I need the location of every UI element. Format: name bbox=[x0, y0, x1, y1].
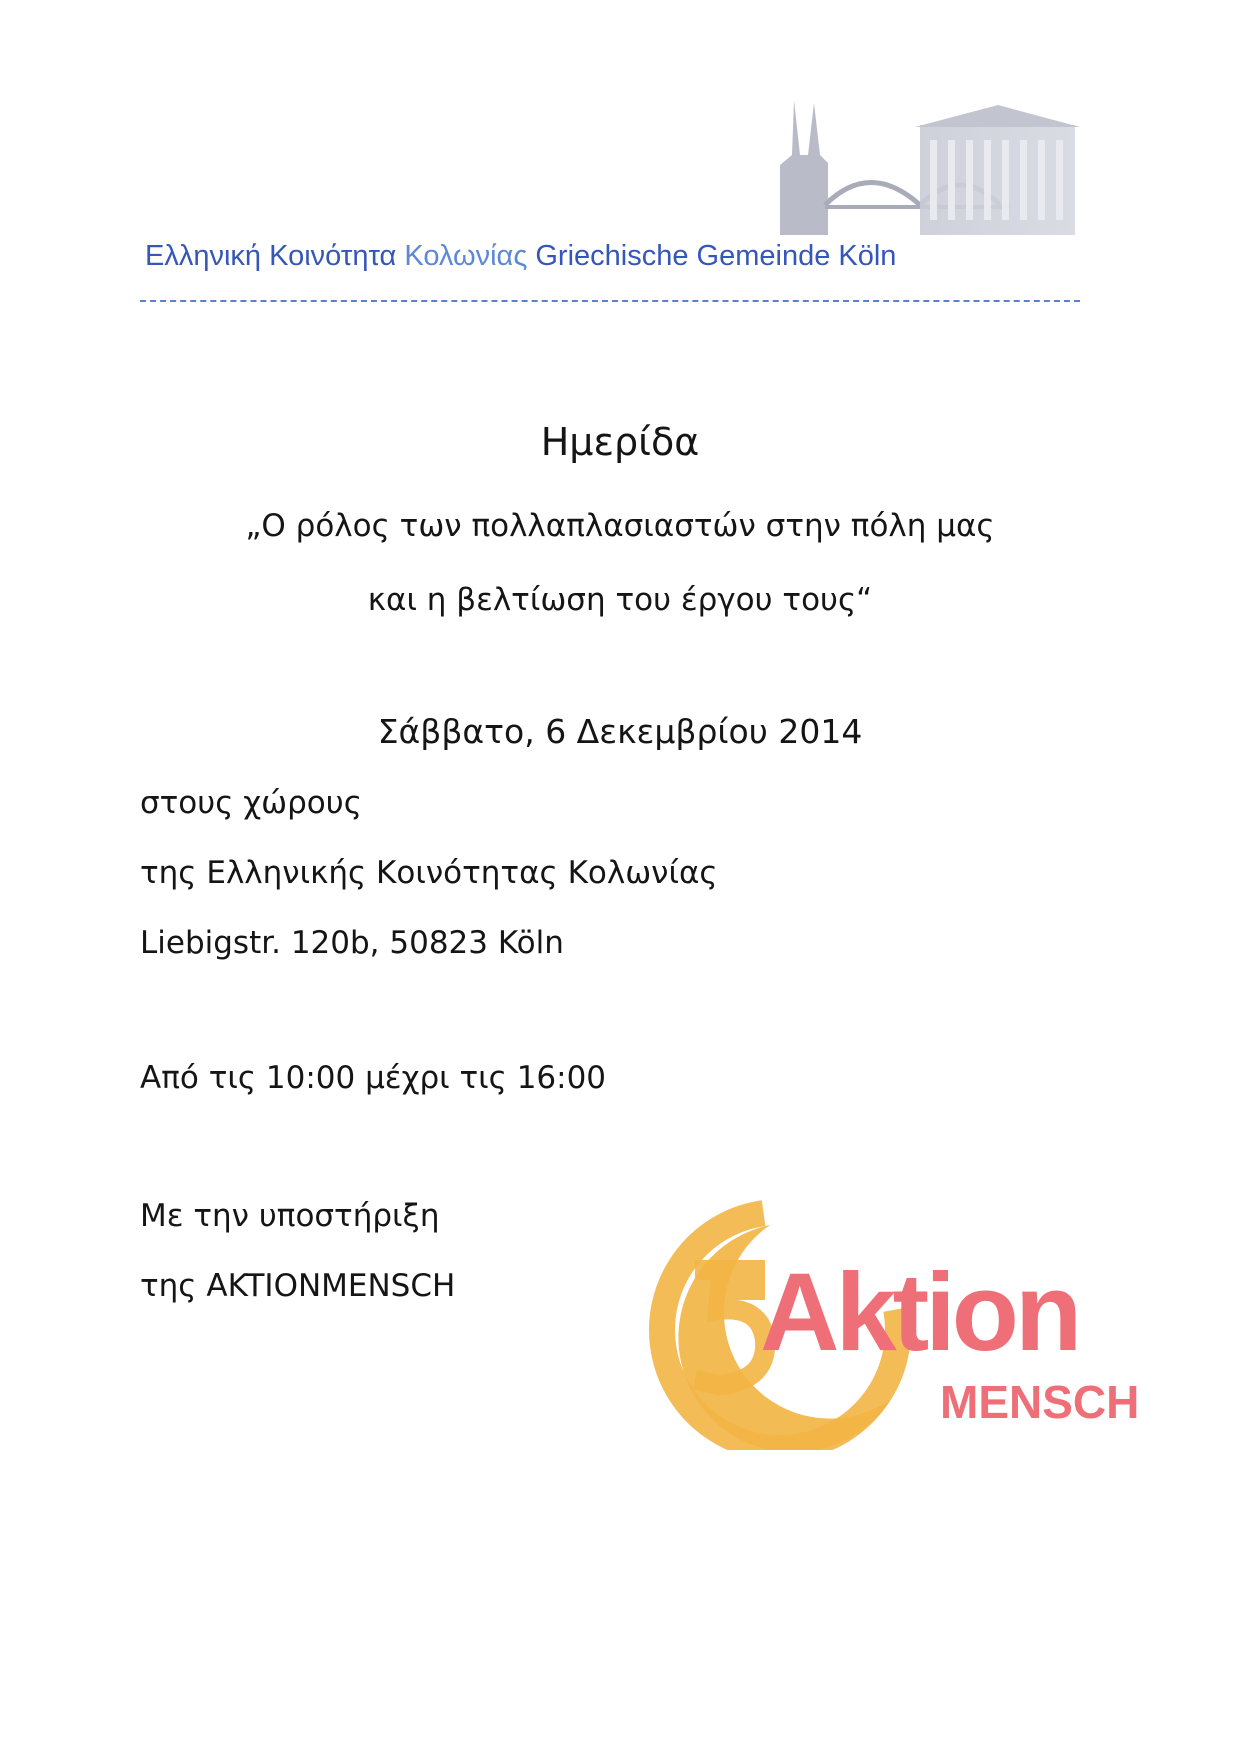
community-header-title bbox=[145, 240, 1085, 273]
parthenon-shape bbox=[920, 125, 1075, 235]
event-subtitle-line2: και η βελτίωση του έργου τους“ bbox=[367, 582, 873, 618]
venue-line2: της Ελληνικής Κοινότητας Κολωνίας bbox=[140, 855, 718, 891]
venue-address: Liebigstr. 120b, 50823 Köln bbox=[140, 925, 564, 961]
header-title-greek: Ελληνική Κοινότητα bbox=[145, 240, 405, 272]
community-header-illustration bbox=[770, 95, 1080, 235]
event-time: Από τις 10:00 μέχρι τις 16:00 bbox=[140, 1060, 607, 1096]
aktion-mensch-logo bbox=[640, 1200, 1180, 1450]
logo-word-aktion: Aktion bbox=[760, 1251, 1079, 1374]
event-title: Ημερίδα bbox=[540, 420, 700, 464]
support-line1: Με την υποστήριξη bbox=[140, 1198, 440, 1234]
support-line2: της AKTIONMENSCH bbox=[140, 1268, 456, 1304]
logo-word-mensch: MENSCH bbox=[940, 1376, 1140, 1428]
event-subtitle-line1: „Ο ρόλος των πολλαπλασιαστών στην πόλη μας bbox=[245, 508, 995, 544]
header-title-german: Griechische Gemeinde Köln bbox=[527, 240, 897, 272]
header-divider bbox=[140, 300, 1080, 302]
event-date: Σάββατο, 6 Δεκεμβρίου 2014 bbox=[377, 712, 863, 751]
header-title-cologne: Κολωνίας bbox=[404, 240, 528, 272]
venue-line1: στους χώρους bbox=[140, 785, 362, 821]
cathedral-shape bbox=[780, 100, 828, 235]
